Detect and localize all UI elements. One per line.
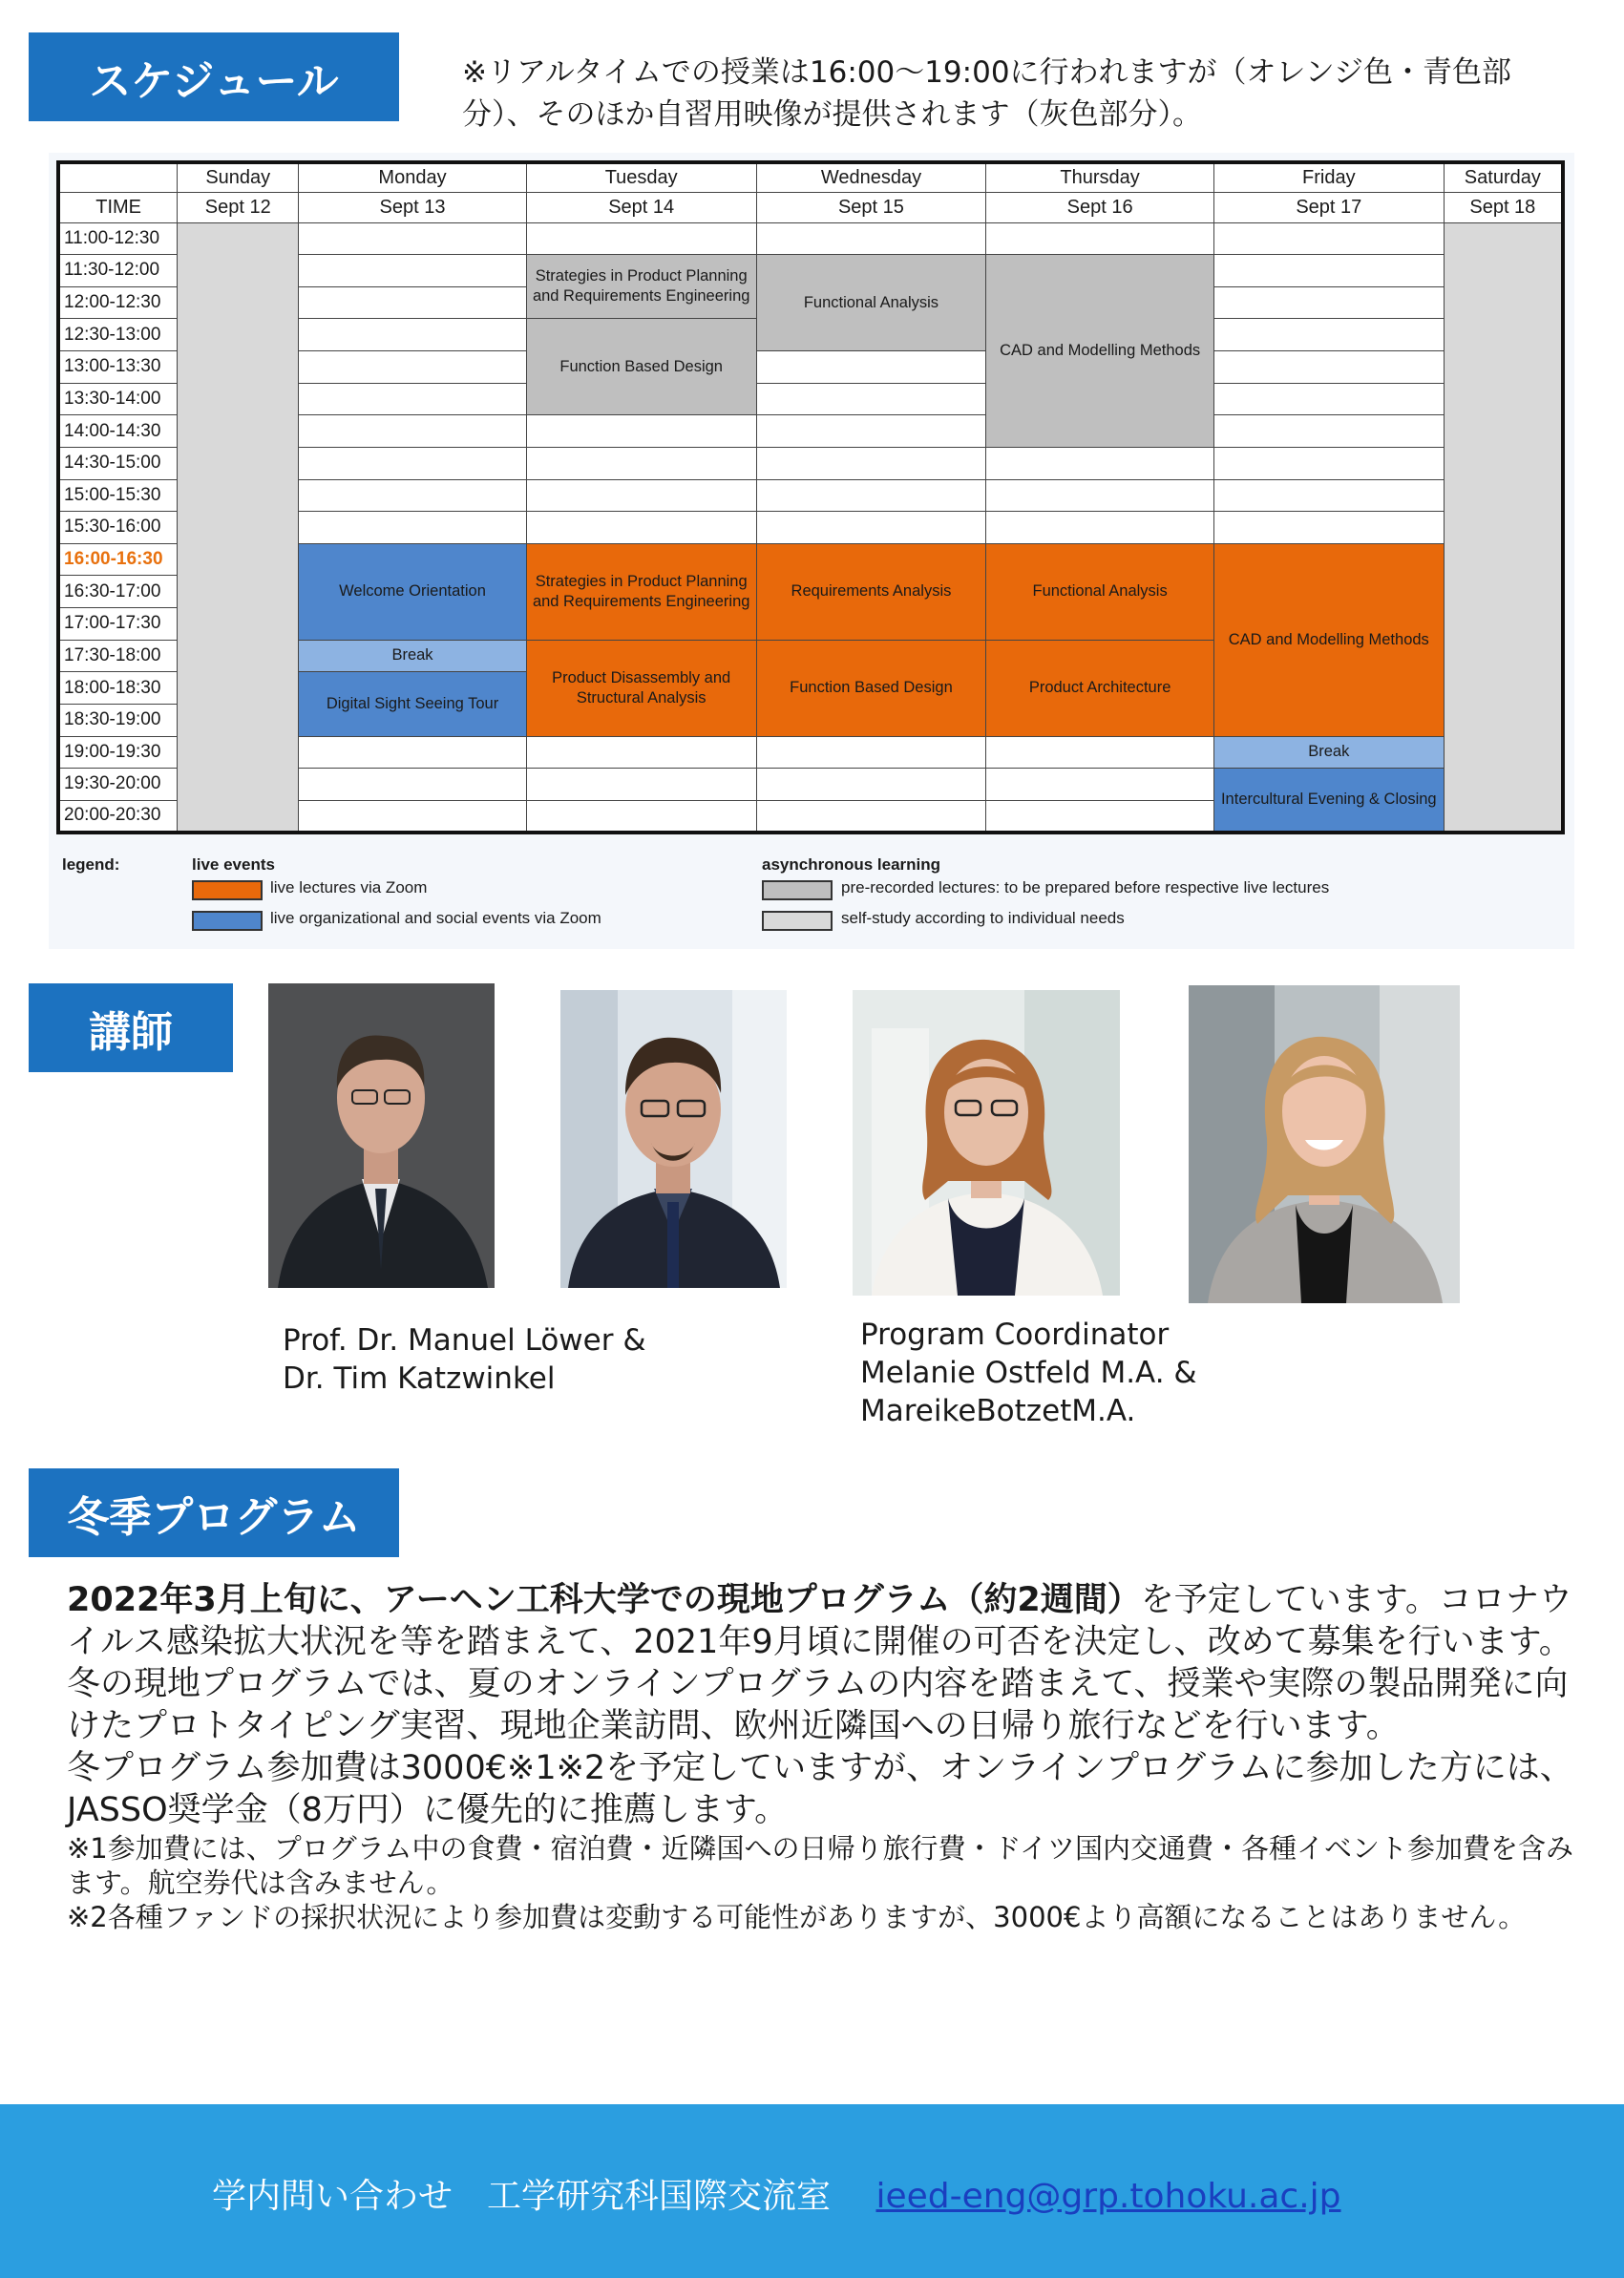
empty-slot xyxy=(299,383,527,415)
empty-slot xyxy=(526,800,756,833)
winter-paragraph-1 xyxy=(67,1579,1575,1663)
empty-slot xyxy=(299,512,527,544)
empty-slot xyxy=(299,800,527,833)
date-header: Sept 15 xyxy=(756,193,986,223)
date-header: Sept 13 xyxy=(299,193,527,223)
date-header: Sept 14 xyxy=(526,193,756,223)
time-slot-label: 14:30-15:00 xyxy=(58,447,178,479)
time-slot-label: 15:00-15:30 xyxy=(58,479,178,512)
day-header: Monday xyxy=(299,162,527,193)
empty-slot xyxy=(986,447,1214,479)
lecturer-photo-katzwinkel xyxy=(560,990,787,1288)
time-slot-label: 14:00-14:30 xyxy=(58,415,178,448)
empty-slot xyxy=(1213,222,1444,255)
time-slot-label: 13:30-14:00 xyxy=(58,383,178,415)
section-title-schedule: スケジュール xyxy=(29,32,399,121)
time-slot-label: 11:30-12:00 xyxy=(58,255,178,287)
coordinator-caption-line2: Melanie Ostfeld M.A. & xyxy=(860,1356,1197,1390)
winter-paragraph-2: 冬の現地プログラムでは、夏のオンラインプログラムの内容を踏まえて、授業や実際の製品開発に向けたプロトタイピング実習、現地企業訪問、欧州近隣国への日帰り旅行などを行います。 xyxy=(67,1665,1569,1745)
time-slot-label: 11:00-12:30 xyxy=(58,222,178,255)
time-header: TIME xyxy=(58,193,178,223)
schedule-event: Welcome Orientation xyxy=(299,543,527,640)
empty-slot xyxy=(299,286,527,319)
schedule-panel xyxy=(49,153,1574,949)
time-slot-label: 20:00-20:30 xyxy=(58,800,178,833)
date-header: Sept 17 xyxy=(1213,193,1444,223)
empty-slot xyxy=(1213,512,1444,544)
empty-slot xyxy=(526,447,756,479)
time-slot-label: 18:30-19:00 xyxy=(58,704,178,736)
date-header: Sept 18 xyxy=(1444,193,1563,223)
realtime-note: ※リアルタイムでの授業は16:00～19:00に行われますが（オレンジ色・青色部分）、そのほか自習用映像が提供されます（灰色部分）。 xyxy=(462,55,1511,132)
contact-email-link[interactable]: ieed-eng@grp.tohoku.ac.jp xyxy=(875,2177,1341,2216)
empty-slot xyxy=(986,512,1214,544)
winter-program-text xyxy=(67,1579,1575,1934)
lecturer-caption-line2: Dr. Tim Katzwinkel xyxy=(283,1361,556,1396)
legend-swatch-live-social xyxy=(192,911,263,931)
empty-slot xyxy=(299,255,527,287)
legend-live-lectures: live lectures via Zoom xyxy=(270,878,428,896)
empty-slot xyxy=(1213,286,1444,319)
lecturer-photo-loewer xyxy=(268,983,495,1288)
legend-swatch-selfstudy xyxy=(762,911,833,931)
empty-slot xyxy=(756,800,986,833)
time-slot-label: 17:30-18:00 xyxy=(58,640,178,672)
empty-slot xyxy=(299,222,527,255)
empty-slot xyxy=(756,351,986,384)
schedule-event: Function Based Design xyxy=(526,319,756,415)
empty-slot xyxy=(526,415,756,448)
empty-slot xyxy=(299,447,527,479)
winter-note-2: ※2各種ファンドの採択状況により参加費は変動する可能性がありますが、3000€より高額になることはありません。 xyxy=(67,1901,1527,1933)
section-title-lecturers: 講師 xyxy=(29,983,233,1072)
empty-slot xyxy=(526,222,756,255)
schedule-event: Functional Analysis xyxy=(756,255,986,351)
empty-slot xyxy=(1213,383,1444,415)
time-slot-label: 18:00-18:30 xyxy=(58,672,178,705)
section-title-winter: 冬季プログラム xyxy=(29,1468,399,1557)
schedule-table xyxy=(56,160,1565,834)
empty-slot xyxy=(756,447,986,479)
legend-prerecorded: pre-recorded lectures: to be prepared before respective live lectures xyxy=(841,878,1330,896)
day-header: Friday xyxy=(1213,162,1444,193)
legend xyxy=(60,846,1569,945)
coordinator-photo-botzet xyxy=(1189,985,1460,1303)
schedule-event: Strategies in Product Planning and Requirements Engineering xyxy=(526,255,756,319)
schedule-event: Requirements Analysis xyxy=(756,543,986,640)
schedule-event: Strategies in Product Planning and Requirements Engineering xyxy=(526,543,756,640)
empty-slot xyxy=(299,415,527,448)
date-header: Sept 16 xyxy=(986,193,1214,223)
time-slot-label: 12:00-12:30 xyxy=(58,286,178,319)
empty-slot xyxy=(1213,319,1444,351)
schedule-event: Break xyxy=(299,640,527,672)
coordinator-caption-line1: Program Coordinator xyxy=(860,1318,1170,1352)
schedule-event: Functional Analysis xyxy=(986,543,1214,640)
schedule-event: Product Disassembly and Structural Analysis xyxy=(526,640,756,736)
empty-slot xyxy=(526,769,756,801)
schedule-event: Digital Sight Seeing Tour xyxy=(299,672,527,736)
empty-slot xyxy=(1213,447,1444,479)
time-slot-label: 15:30-16:00 xyxy=(58,512,178,544)
schedule-event: CAD and Modelling Methods xyxy=(986,255,1214,448)
empty-slot xyxy=(756,736,986,769)
time-slot-label: 17:00-17:30 xyxy=(58,608,178,641)
legend-swatch-live-lectures xyxy=(192,880,263,900)
self-study-block xyxy=(178,222,299,833)
time-slot-label: 19:00-19:30 xyxy=(58,736,178,769)
day-header: Thursday xyxy=(986,162,1214,193)
empty-slot xyxy=(756,415,986,448)
day-header: Sunday xyxy=(178,162,299,193)
empty-slot xyxy=(756,222,986,255)
empty-slot xyxy=(986,800,1214,833)
time-slot-label: 19:30-20:00 xyxy=(58,769,178,801)
legend-live-title: live events xyxy=(192,855,275,874)
day-header: Tuesday xyxy=(526,162,756,193)
time-slot-label: 16:00-16:30 xyxy=(58,543,178,576)
date-header: Sept 12 xyxy=(178,193,299,223)
empty-slot xyxy=(1213,479,1444,512)
time-slot-label: 12:30-13:00 xyxy=(58,319,178,351)
day-header: Saturday xyxy=(1444,162,1563,193)
empty-slot xyxy=(299,319,527,351)
contact-footer xyxy=(0,2104,1624,2278)
empty-slot xyxy=(526,479,756,512)
winter-paragraph-3: 冬プログラム参加費は3000€※1※2を予定していますが、オンラインプログラムに参加した方には、JASSO奨学金（8万円）に優先的に推薦します。 xyxy=(67,1749,1573,1829)
coordinator-caption xyxy=(860,1316,1197,1430)
day-header: Wednesday xyxy=(756,162,986,193)
empty-slot xyxy=(526,736,756,769)
winter-highlight: 2022年3月上旬に、アーヘン工科大学での現地プログラム（約2週間） xyxy=(67,1581,1141,1619)
empty-slot xyxy=(299,479,527,512)
schedule-event: Product Architecture xyxy=(986,640,1214,736)
schedule-event: Intercultural Evening & Closing xyxy=(1213,769,1444,833)
empty-slot xyxy=(526,512,756,544)
schedule-event: Break xyxy=(1213,736,1444,769)
empty-slot xyxy=(756,512,986,544)
legend-selfstudy: self-study according to individual needs xyxy=(841,909,1125,927)
lecturer-caption xyxy=(283,1321,646,1398)
winter-note-1: ※1参加費には、プログラム中の食費・宿泊費・近隣国への日帰り旅行費・ドイツ国内交通費・各種イベント参加費を含みます。航空券代は含みません。 xyxy=(67,1832,1574,1899)
header-corner xyxy=(58,162,178,193)
empty-slot xyxy=(1213,351,1444,384)
empty-slot xyxy=(756,479,986,512)
empty-slot xyxy=(299,351,527,384)
time-slot-label: 13:00-13:30 xyxy=(58,351,178,384)
empty-slot xyxy=(986,736,1214,769)
contact-label: 学内問い合わせ 工学研究科国際交流室 xyxy=(212,2177,832,2216)
self-study-block xyxy=(1444,222,1563,833)
empty-slot xyxy=(756,383,986,415)
lecturer-caption-line1: Prof. Dr. Manuel Löwer & xyxy=(283,1323,646,1358)
schedule-event: Function Based Design xyxy=(756,640,986,736)
empty-slot xyxy=(299,769,527,801)
empty-slot xyxy=(986,769,1214,801)
winter-paragraph-1-rest: を予定しています。コロナウイルス感染拡大状況を等を踏まえて、2021年9月頃に開催の可否を決定し、改めて募集を行います。 xyxy=(67,1581,1572,1661)
empty-slot xyxy=(986,222,1214,255)
legend-swatch-prerecorded xyxy=(762,880,833,900)
legend-async-title: asynchronous learning xyxy=(762,855,941,874)
legend-title: legend: xyxy=(62,855,120,874)
coordinator-caption-line3: MareikeBotzetM.A. xyxy=(860,1394,1136,1428)
time-slot-label: 16:30-17:00 xyxy=(58,576,178,608)
schedule-event: CAD and Modelling Methods xyxy=(1213,543,1444,736)
coordinator-photo-ostfeld xyxy=(853,990,1120,1296)
empty-slot xyxy=(299,736,527,769)
legend-live-social: live organizational and social events via Zoom xyxy=(270,909,601,927)
empty-slot xyxy=(1213,255,1444,287)
empty-slot xyxy=(756,769,986,801)
empty-slot xyxy=(986,479,1214,512)
empty-slot xyxy=(1213,415,1444,448)
